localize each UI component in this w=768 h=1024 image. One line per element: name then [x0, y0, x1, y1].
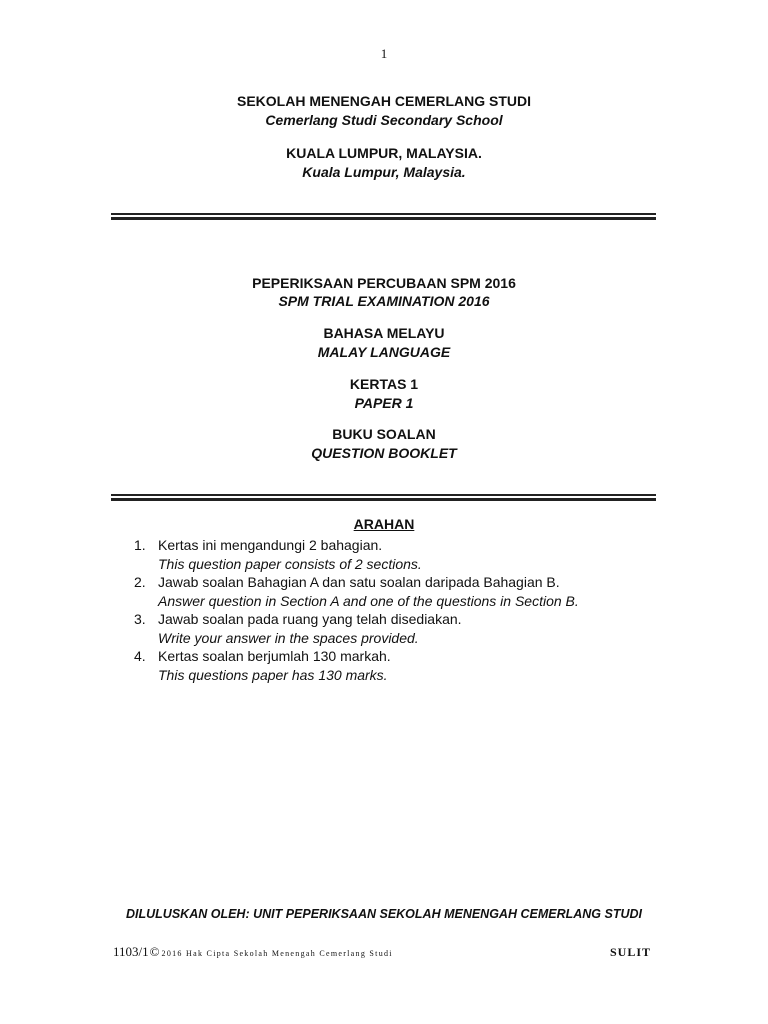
instructions-heading: ARAHAN: [353, 516, 415, 532]
paper-code: 1103/1: [113, 944, 149, 959]
exam-title-ms: PEPERIKSAAN PERCUBAAN SPM 2016: [252, 275, 516, 291]
middle-double-rule: [111, 494, 656, 501]
instruction-item: [134, 610, 694, 647]
instruction-text-en: This questions paper has 130 marks.: [158, 666, 388, 683]
page-number: 1: [380, 46, 388, 61]
instructions-list: [134, 536, 694, 684]
instruction-number: 4.: [134, 648, 146, 664]
instruction-item: [134, 647, 694, 684]
instruction-text-ms: Kertas soalan berjumlah 130 markah.: [158, 648, 391, 664]
instruction-number: 1.: [134, 537, 146, 553]
copyright-symbol: ©: [149, 944, 160, 959]
instruction-text-ms: Kertas ini mengandungi 2 bahagian.: [158, 537, 383, 553]
location-en: Kuala Lumpur, Malaysia.: [302, 164, 466, 180]
location-ms: KUALA LUMPUR, MALAYSIA.: [286, 145, 482, 161]
classification-label: SULIT: [610, 945, 652, 959]
exam-title-en: SPM TRIAL EXAMINATION 2016: [278, 293, 490, 309]
copyright-text: 2016 Hak Cipta Sekolah Menengah Cemerlang Studi: [161, 949, 393, 958]
instruction-text-ms: Jawab soalan Bahagian A dan satu soalan daripada Bahagian B.: [158, 574, 560, 590]
subject-en: MALAY LANGUAGE: [317, 344, 451, 360]
instruction-text-en: This question paper consists of 2 sections.: [158, 555, 422, 572]
school-name-ms: SEKOLAH MENENGAH CEMERLANG STUDI: [236, 93, 531, 109]
instruction-text-en: Write your answer in the spaces provided.: [158, 629, 419, 646]
footer-copyright: [113, 944, 393, 960]
instruction-number: 2.: [134, 574, 146, 590]
booklet-ms: BUKU SOALAN: [332, 426, 436, 442]
top-double-rule: [111, 213, 656, 220]
instruction-text-en: Answer question in Section A and one of the questions in Section B.: [158, 592, 579, 609]
instruction-item: [134, 536, 694, 573]
subject-ms: BAHASA MELAYU: [323, 325, 445, 341]
approval-statement: DILULUSKAN OLEH: UNIT PEPERIKSAAN SEKOLAH MENENGAH CEMERLANG STUDI: [126, 907, 642, 921]
instruction-text-ms: Jawab soalan pada ruang yang telah disediakan.: [158, 611, 462, 627]
school-name-en: Cemerlang Studi Secondary School: [265, 112, 503, 128]
instruction-number: 3.: [134, 611, 146, 627]
paper-ms: KERTAS 1: [349, 376, 419, 392]
booklet-en: QUESTION BOOKLET: [311, 445, 457, 461]
instruction-item: [134, 573, 694, 610]
paper-en: PAPER 1: [354, 395, 414, 411]
